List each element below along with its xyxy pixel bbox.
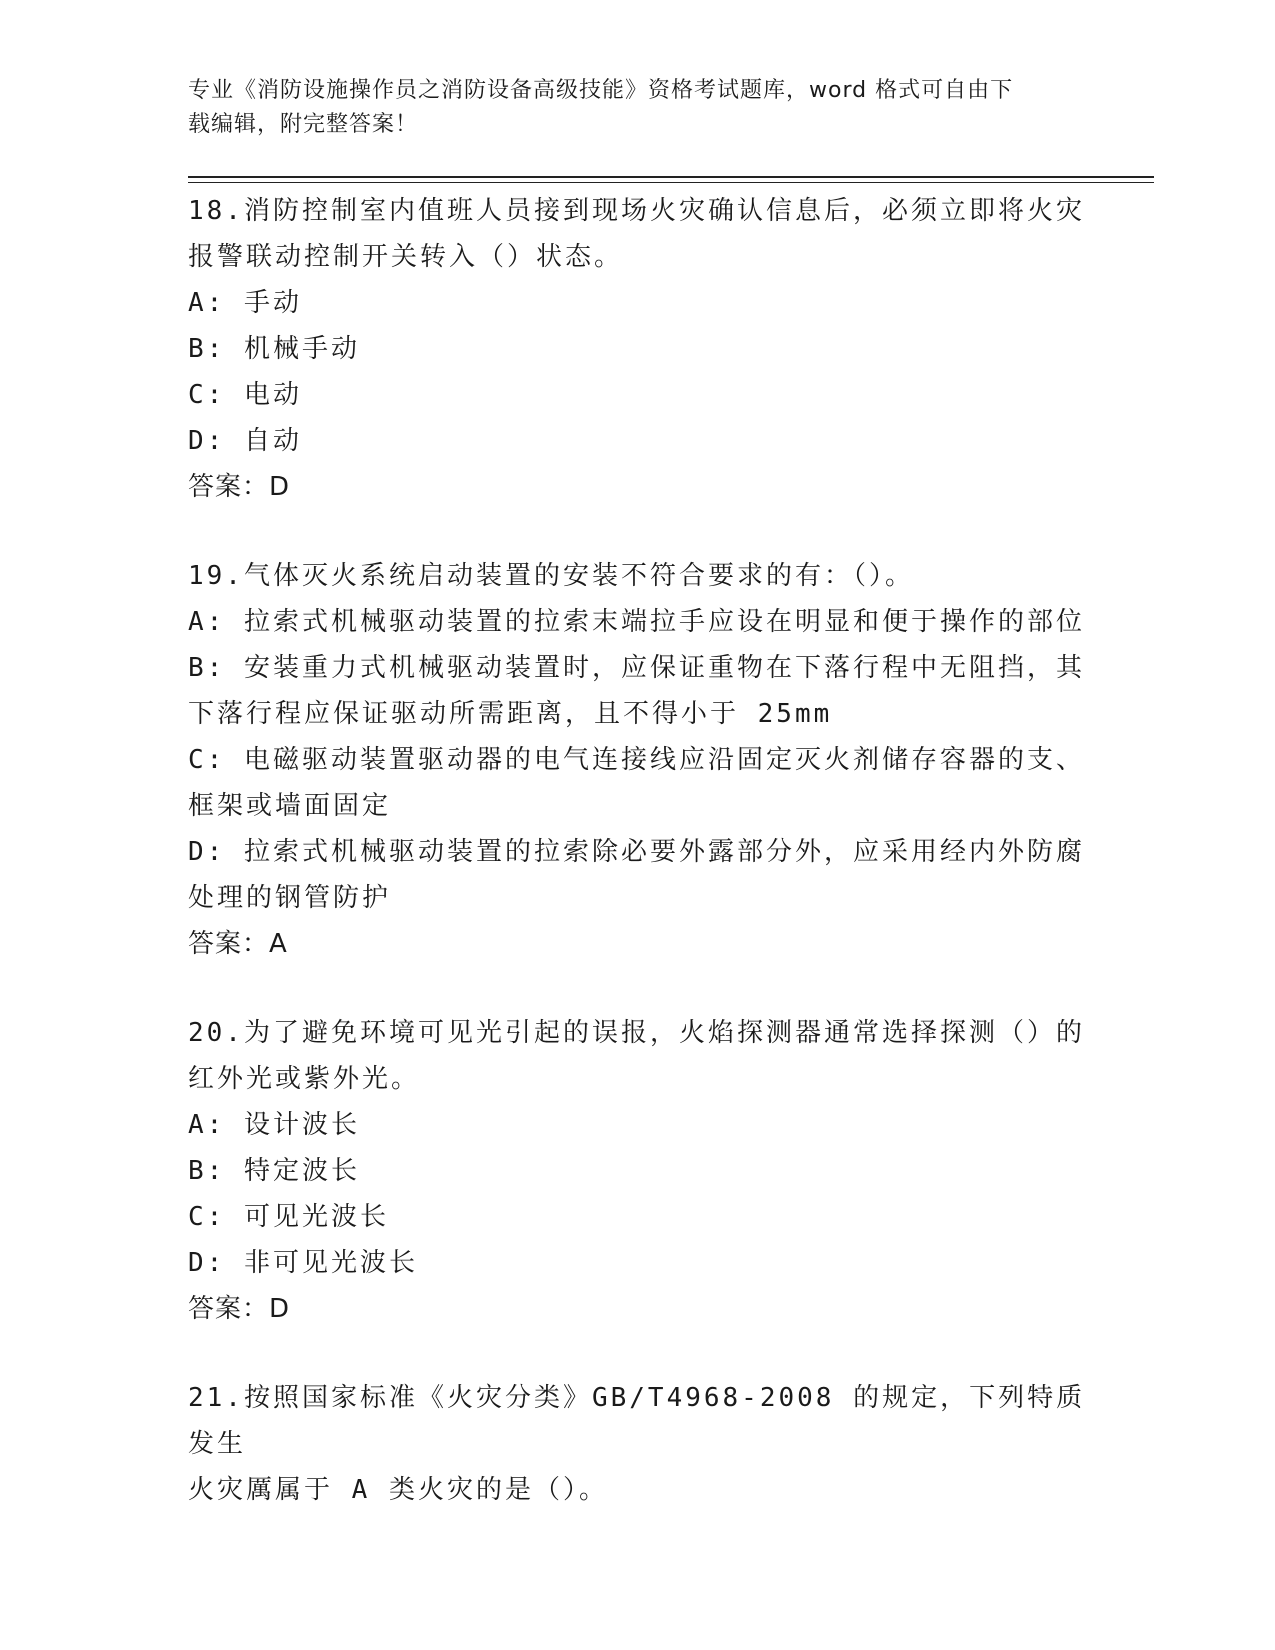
option-c: C: 电磁驱动装置驱动器的电气连接线应沿固定灭火剂储存容器的支、 [188, 745, 1085, 775]
question-21 [188, 1375, 1088, 1513]
question-stem: 19.气体灭火系统启动装置的安装不符合要求的有：（）。 [188, 561, 914, 591]
question-20 [188, 1010, 1088, 1332]
option-c-cont: 框架或墙面固定 [188, 791, 392, 821]
question-stem: 18.消防控制室内值班人员接到现场火灾确认信息后，必须立即将火灾 [188, 196, 1085, 226]
option-b: B: 特定波长 [188, 1156, 360, 1186]
option-d: D: 非可见光波长 [188, 1248, 418, 1278]
option-a: A: 设计波长 [188, 1110, 360, 1140]
header-divider-thick [188, 176, 1154, 178]
question-19 [188, 553, 1088, 967]
header-divider-thin [188, 182, 1154, 183]
question-stem: 20.为了避免环境可见光引起的误报，火焰探测器通常选择探测（）的 [188, 1018, 1085, 1048]
answer: 答案：D [188, 472, 291, 502]
question-stem: 21.按照国家标准《火灾分类》GB/T4968-2008 的规定，下列特质发生 [188, 1383, 1086, 1459]
answer: 答案：A [188, 929, 288, 959]
question-stem-cont: 报警联动控制开关转入（）状态。 [188, 242, 624, 272]
option-b: B: 安装重力式机械驱动装置时，应保证重物在下落行程中无阻挡，其 [188, 653, 1085, 683]
question-stem-cont: 火灾厲属于 A 类火灾的是（）。 [188, 1475, 608, 1505]
option-a: A: 拉索式机械驱动装置的拉索末端拉手应设在明显和便于操作的部位 [188, 607, 1085, 637]
option-d: D: 自动 [188, 426, 302, 456]
header-line-2: 载编辑，附完整答案！ [188, 112, 419, 137]
option-d: D: 拉索式机械驱动装置的拉索除必要外露部分外，应采用经内外防腐 [188, 837, 1085, 867]
header-line-1: 专业《消防设施操作员之消防设备高级技能》资格考试题库，word 格式可自由下 [188, 78, 1014, 103]
answer: 答案：D [188, 1294, 291, 1324]
option-b-cont: 下落行程应保证驱动所需距离，且不得小于 25mm [188, 699, 833, 729]
question-stem-cont: 红外光或紫外光。 [188, 1064, 421, 1094]
option-c: C: 电动 [188, 380, 302, 410]
option-d-cont: 处理的钢管防护 [188, 883, 392, 913]
question-18 [188, 188, 1088, 510]
option-a: A: 手动 [188, 288, 302, 318]
option-b: B: 机械手动 [188, 334, 360, 364]
option-c: C: 可见光波长 [188, 1202, 389, 1232]
document-header [188, 74, 1088, 142]
